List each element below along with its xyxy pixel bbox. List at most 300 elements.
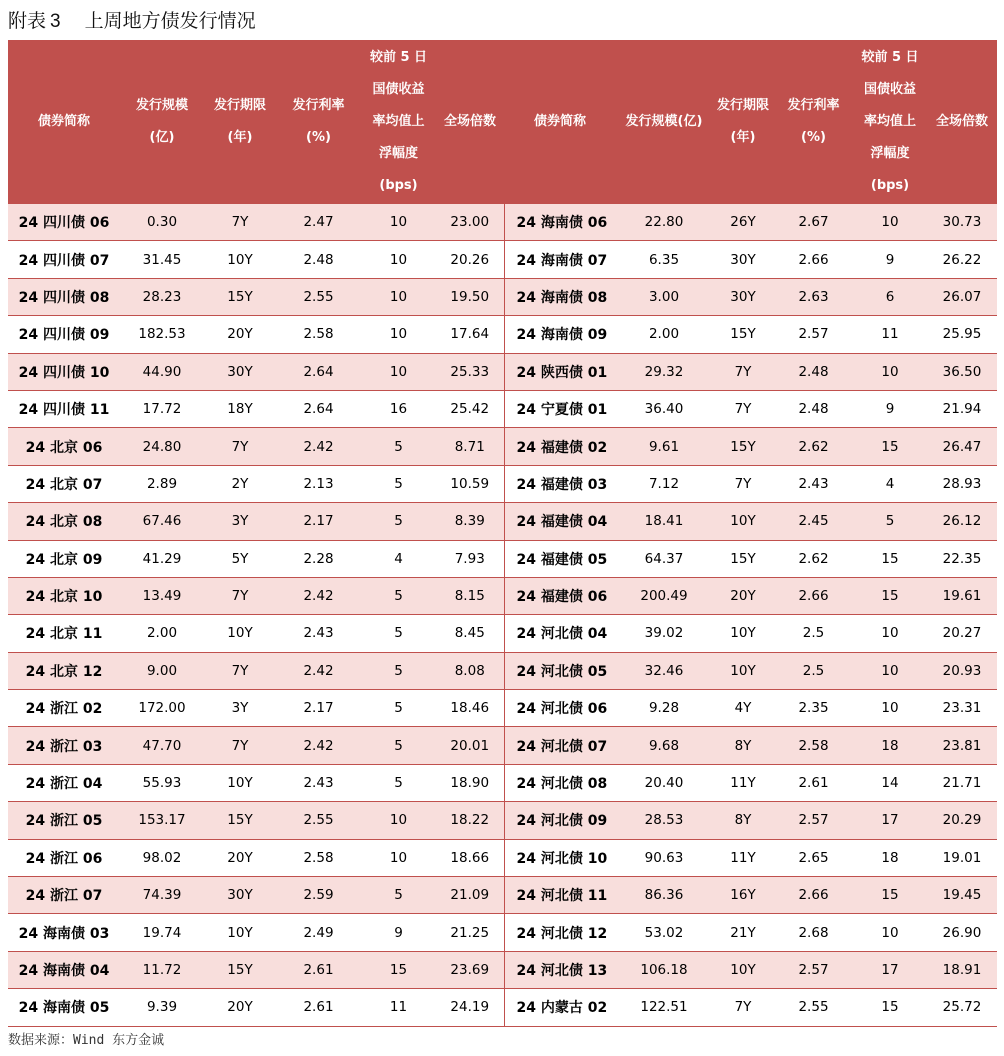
spread-bps-cell: 17 (853, 802, 927, 839)
spread-bps-cell: 15 (853, 428, 927, 465)
bond-name-cell: 24 福建债 03 (504, 465, 616, 502)
bond-name-cell: 24 河北债 12 (504, 914, 616, 951)
bid-cover-cell: 18.91 (927, 951, 997, 988)
coupon-rate-cell: 2.61 (774, 764, 853, 801)
bid-cover-cell: 21.71 (927, 764, 997, 801)
title-text: 上周地方债发行情况 (84, 10, 256, 32)
bond-name-cell: 24 四川债 11 (8, 390, 120, 427)
column-header (774, 40, 853, 204)
column-header-line: 发行期限 (213, 98, 266, 113)
table-body (8, 204, 997, 1026)
term-cell: 10Y (204, 764, 276, 801)
spread-bps-cell: 10 (361, 241, 436, 278)
term-cell: 7Y (204, 428, 276, 465)
bond-name-cell: 24 海南债 04 (8, 951, 120, 988)
coupon-rate-cell: 2.63 (774, 278, 853, 315)
coupon-rate-cell: 2.45 (774, 503, 853, 540)
column-header-line: 全场倍数 (935, 114, 988, 129)
coupon-rate-cell: 2.66 (774, 577, 853, 614)
table-row (8, 316, 997, 353)
spread-bps-cell: 4 (361, 540, 436, 577)
bid-cover-cell: 22.35 (927, 540, 997, 577)
bid-cover-cell: 25.95 (927, 316, 997, 353)
issue-size-cell: 31.45 (120, 241, 204, 278)
column-header (276, 40, 361, 204)
bid-cover-cell: 26.12 (927, 503, 997, 540)
issue-size-cell: 3.00 (616, 278, 712, 315)
bond-name-cell: 24 福建债 02 (504, 428, 616, 465)
bid-cover-cell: 19.50 (436, 278, 504, 315)
spread-bps-cell: 10 (361, 802, 436, 839)
issue-size-cell: 153.17 (120, 802, 204, 839)
spread-bps-cell: 10 (853, 914, 927, 951)
column-header-line: 浮幅度 (378, 146, 418, 161)
coupon-rate-cell: 2.43 (276, 615, 361, 652)
table-row (8, 877, 997, 914)
column-header-line: 债券简称 (37, 114, 90, 129)
bid-cover-cell: 21.94 (927, 390, 997, 427)
table-row (8, 241, 997, 278)
issue-size-cell: 67.46 (120, 503, 204, 540)
bond-name-cell: 24 河北债 10 (504, 839, 616, 876)
issue-size-cell: 106.18 (616, 951, 712, 988)
bid-cover-cell: 23.69 (436, 951, 504, 988)
bond-name-cell: 24 河北债 06 (504, 690, 616, 727)
column-header (361, 40, 436, 204)
spread-bps-cell: 5 (361, 577, 436, 614)
column-header (504, 40, 616, 204)
column-header-line: (%) (306, 130, 331, 145)
spread-bps-cell: 5 (361, 465, 436, 502)
bond-name-cell: 24 北京 06 (8, 428, 120, 465)
column-header-line: 债券简称 (533, 114, 586, 129)
bond-name-cell: 24 浙江 02 (8, 690, 120, 727)
spread-bps-cell: 9 (853, 390, 927, 427)
spread-bps-cell: 15 (853, 540, 927, 577)
bid-cover-cell: 18.66 (436, 839, 504, 876)
issue-size-cell: 7.12 (616, 465, 712, 502)
issue-size-cell: 11.72 (120, 951, 204, 988)
spread-bps-cell: 15 (853, 877, 927, 914)
issue-size-cell: 24.80 (120, 428, 204, 465)
term-cell: 7Y (204, 577, 276, 614)
issue-size-cell: 172.00 (120, 690, 204, 727)
issue-size-cell: 36.40 (616, 390, 712, 427)
column-header (436, 40, 504, 204)
issue-size-cell: 9.00 (120, 652, 204, 689)
bond-name-cell: 24 四川债 06 (8, 204, 120, 241)
issue-size-cell: 2.89 (120, 465, 204, 502)
column-header-line: 发行期限 (716, 98, 769, 113)
coupon-rate-cell: 2.61 (276, 951, 361, 988)
coupon-rate-cell: 2.68 (774, 914, 853, 951)
header-row (8, 40, 997, 204)
coupon-rate-cell: 2.17 (276, 503, 361, 540)
issue-size-cell: 9.39 (120, 989, 204, 1026)
term-cell: 3Y (204, 503, 276, 540)
column-header (927, 40, 997, 204)
coupon-rate-cell: 2.13 (276, 465, 361, 502)
bid-cover-cell: 19.61 (927, 577, 997, 614)
coupon-rate-cell: 2.48 (276, 241, 361, 278)
coupon-rate-cell: 2.57 (774, 316, 853, 353)
term-cell: 30Y (712, 241, 774, 278)
bond-name-cell: 24 福建债 06 (504, 577, 616, 614)
bond-name-cell: 24 浙江 07 (8, 877, 120, 914)
table-row (8, 503, 997, 540)
coupon-rate-cell: 2.66 (774, 877, 853, 914)
issue-size-cell: 17.72 (120, 390, 204, 427)
bond-name-cell: 24 河北债 08 (504, 764, 616, 801)
bond-name-cell: 24 四川债 07 (8, 241, 120, 278)
bid-cover-cell: 19.45 (927, 877, 997, 914)
term-cell: 11Y (712, 764, 774, 801)
coupon-rate-cell: 2.64 (276, 390, 361, 427)
table-row (8, 353, 997, 390)
coupon-rate-cell: 2.58 (276, 316, 361, 353)
bid-cover-cell: 28.93 (927, 465, 997, 502)
term-cell: 11Y (712, 839, 774, 876)
coupon-rate-cell: 2.55 (276, 278, 361, 315)
bond-name-cell: 24 海南债 03 (8, 914, 120, 951)
spread-bps-cell: 5 (361, 615, 436, 652)
term-cell: 7Y (204, 652, 276, 689)
issue-size-cell: 9.68 (616, 727, 712, 764)
column-header-line: 较前 5 日 (861, 50, 919, 65)
column-header (616, 40, 712, 204)
bond-name-cell: 24 福建债 05 (504, 540, 616, 577)
spread-bps-cell: 5 (361, 652, 436, 689)
issue-size-cell: 74.39 (120, 877, 204, 914)
table-row (8, 615, 997, 652)
issue-size-cell: 200.49 (616, 577, 712, 614)
issue-size-cell: 64.37 (616, 540, 712, 577)
bid-cover-cell: 26.07 (927, 278, 997, 315)
coupon-rate-cell: 2.42 (276, 727, 361, 764)
term-cell: 10Y (712, 615, 774, 652)
term-cell: 21Y (712, 914, 774, 951)
issue-size-cell: 2.00 (120, 615, 204, 652)
coupon-rate-cell: 2.65 (774, 839, 853, 876)
bid-cover-cell: 20.26 (436, 241, 504, 278)
term-cell: 10Y (712, 951, 774, 988)
issue-size-cell: 55.93 (120, 764, 204, 801)
issue-size-cell: 22.80 (616, 204, 712, 241)
bid-cover-cell: 10.59 (436, 465, 504, 502)
bid-cover-cell: 30.73 (927, 204, 997, 241)
spread-bps-cell: 5 (361, 764, 436, 801)
column-header (8, 40, 120, 204)
bond-name-cell: 24 河北债 13 (504, 951, 616, 988)
spread-bps-cell: 10 (853, 690, 927, 727)
bond-name-cell: 24 陕西债 01 (504, 353, 616, 390)
term-cell: 7Y (712, 390, 774, 427)
title-prefix: 附表 (8, 10, 47, 32)
column-header-line: 发行利率 (787, 98, 840, 113)
coupon-rate-cell: 2.58 (276, 839, 361, 876)
term-cell: 15Y (204, 951, 276, 988)
data-source-note: 数据来源：Wind 东方金诚 (8, 1033, 165, 1048)
coupon-rate-cell: 2.62 (774, 428, 853, 465)
term-cell: 15Y (204, 278, 276, 315)
column-header-line: (年) (227, 130, 253, 145)
bid-cover-cell: 36.50 (927, 353, 997, 390)
coupon-rate-cell: 2.48 (774, 390, 853, 427)
bid-cover-cell: 20.29 (927, 802, 997, 839)
term-cell: 10Y (204, 914, 276, 951)
bid-cover-cell: 20.27 (927, 615, 997, 652)
bond-name-cell: 24 北京 09 (8, 540, 120, 577)
column-header (204, 40, 276, 204)
spread-bps-cell: 5 (361, 727, 436, 764)
spread-bps-cell: 17 (853, 951, 927, 988)
bond-name-cell: 24 浙江 05 (8, 802, 120, 839)
column-header-line: 发行利率 (292, 98, 345, 113)
coupon-rate-cell: 2.57 (774, 802, 853, 839)
column-header-line: 国债收益 (863, 82, 916, 97)
coupon-rate-cell: 2.58 (774, 727, 853, 764)
column-header-line: 浮幅度 (870, 146, 910, 161)
column-header-line: 发行规模 (135, 98, 188, 113)
spread-bps-cell: 5 (361, 690, 436, 727)
term-cell: 15Y (712, 428, 774, 465)
table-row (8, 540, 997, 577)
column-header-line: 率均值上 (372, 114, 425, 129)
coupon-rate-cell: 2.17 (276, 690, 361, 727)
table-row (8, 390, 997, 427)
term-cell: 7Y (204, 727, 276, 764)
issue-size-cell: 9.28 (616, 690, 712, 727)
term-cell: 15Y (712, 540, 774, 577)
table-row (8, 914, 997, 951)
term-cell: 20Y (204, 839, 276, 876)
spread-bps-cell: 10 (361, 278, 436, 315)
bond-name-cell: 24 海南债 09 (504, 316, 616, 353)
bond-name-cell: 24 四川债 10 (8, 353, 120, 390)
title-number: 3 (50, 11, 61, 32)
column-header (853, 40, 927, 204)
term-cell: 18Y (204, 390, 276, 427)
bond-name-cell: 24 河北债 05 (504, 652, 616, 689)
term-cell: 30Y (712, 278, 774, 315)
table-row (8, 802, 997, 839)
issue-size-cell: 98.02 (120, 839, 204, 876)
issue-size-cell: 9.61 (616, 428, 712, 465)
bond-name-cell: 24 北京 11 (8, 615, 120, 652)
bid-cover-cell: 18.90 (436, 764, 504, 801)
column-header-line: 发行规模(亿) (625, 114, 703, 129)
table-row (8, 690, 997, 727)
coupon-rate-cell: 2.43 (276, 764, 361, 801)
table-row (8, 989, 997, 1026)
spread-bps-cell: 15 (853, 577, 927, 614)
coupon-rate-cell: 2.55 (774, 989, 853, 1026)
coupon-rate-cell: 2.42 (276, 428, 361, 465)
issue-size-cell: 182.53 (120, 316, 204, 353)
table-title (8, 6, 256, 36)
coupon-rate-cell: 2.64 (276, 353, 361, 390)
term-cell: 30Y (204, 877, 276, 914)
bid-cover-cell: 8.39 (436, 503, 504, 540)
spread-bps-cell: 5 (361, 428, 436, 465)
bid-cover-cell: 8.45 (436, 615, 504, 652)
bond-name-cell: 24 海南债 06 (504, 204, 616, 241)
spread-bps-cell: 14 (853, 764, 927, 801)
bid-cover-cell: 20.01 (436, 727, 504, 764)
table-row (8, 839, 997, 876)
coupon-rate-cell: 2.48 (774, 353, 853, 390)
spread-bps-cell: 10 (361, 839, 436, 876)
table-row (8, 465, 997, 502)
bid-cover-cell: 25.33 (436, 353, 504, 390)
table-row (8, 951, 997, 988)
bid-cover-cell: 25.42 (436, 390, 504, 427)
bond-issuance-table (8, 40, 997, 1027)
issue-size-cell: 28.23 (120, 278, 204, 315)
table-row (8, 764, 997, 801)
coupon-rate-cell: 2.57 (774, 951, 853, 988)
spread-bps-cell: 18 (853, 727, 927, 764)
bond-name-cell: 24 浙江 03 (8, 727, 120, 764)
bond-name-cell: 24 福建债 04 (504, 503, 616, 540)
bond-name-cell: 24 河北债 09 (504, 802, 616, 839)
column-header-line: (bps) (379, 178, 418, 193)
bond-name-cell: 24 北京 07 (8, 465, 120, 502)
spread-bps-cell: 9 (361, 914, 436, 951)
issue-size-cell: 28.53 (616, 802, 712, 839)
table-header (8, 40, 997, 204)
issue-size-cell: 18.41 (616, 503, 712, 540)
term-cell: 30Y (204, 353, 276, 390)
column-header (712, 40, 774, 204)
term-cell: 5Y (204, 540, 276, 577)
bond-name-cell: 24 内蒙古 02 (504, 989, 616, 1026)
bid-cover-cell: 20.93 (927, 652, 997, 689)
term-cell: 3Y (204, 690, 276, 727)
bid-cover-cell: 26.22 (927, 241, 997, 278)
bond-name-cell: 24 海南债 05 (8, 989, 120, 1026)
bid-cover-cell: 23.31 (927, 690, 997, 727)
term-cell: 20Y (204, 989, 276, 1026)
issue-size-cell: 44.90 (120, 353, 204, 390)
table-row (8, 204, 997, 241)
term-cell: 7Y (712, 465, 774, 502)
bond-name-cell: 24 海南债 07 (504, 241, 616, 278)
column-header-line: (bps) (870, 178, 910, 193)
bid-cover-cell: 18.46 (436, 690, 504, 727)
bid-cover-cell: 8.15 (436, 577, 504, 614)
bond-name-cell: 24 河北债 07 (504, 727, 616, 764)
bid-cover-cell: 19.01 (927, 839, 997, 876)
bond-name-cell: 24 北京 12 (8, 652, 120, 689)
issue-size-cell: 32.46 (616, 652, 712, 689)
table-row (8, 278, 997, 315)
coupon-rate-cell: 2.42 (276, 652, 361, 689)
issue-size-cell: 20.40 (616, 764, 712, 801)
table-row (8, 428, 997, 465)
term-cell: 10Y (712, 503, 774, 540)
bond-name-cell: 24 四川债 09 (8, 316, 120, 353)
term-cell: 4Y (712, 690, 774, 727)
issue-size-cell: 90.63 (616, 839, 712, 876)
coupon-rate-cell: 2.43 (774, 465, 853, 502)
column-header-line: (亿) (149, 130, 175, 145)
bond-name-cell: 24 海南债 08 (504, 278, 616, 315)
column-header-line: 较前 5 日 (369, 50, 428, 65)
bond-name-cell: 24 浙江 06 (8, 839, 120, 876)
table-row (8, 727, 997, 764)
bid-cover-cell: 21.25 (436, 914, 504, 951)
term-cell: 15Y (712, 316, 774, 353)
term-cell: 7Y (204, 204, 276, 241)
term-cell: 15Y (204, 802, 276, 839)
table-row (8, 652, 997, 689)
spread-bps-cell: 10 (853, 204, 927, 241)
bid-cover-cell: 23.81 (927, 727, 997, 764)
coupon-rate-cell: 2.49 (276, 914, 361, 951)
coupon-rate-cell: 2.5 (774, 652, 853, 689)
issue-size-cell: 39.02 (616, 615, 712, 652)
spread-bps-cell: 6 (853, 278, 927, 315)
bond-name-cell: 24 北京 08 (8, 503, 120, 540)
issue-size-cell: 29.32 (616, 353, 712, 390)
spread-bps-cell: 15 (853, 989, 927, 1026)
column-header-line: (%) (801, 130, 826, 145)
term-cell: 7Y (712, 353, 774, 390)
bid-cover-cell: 26.47 (927, 428, 997, 465)
spread-bps-cell: 9 (853, 241, 927, 278)
term-cell: 20Y (204, 316, 276, 353)
term-cell: 26Y (712, 204, 774, 241)
spread-bps-cell: 15 (361, 951, 436, 988)
bond-name-cell: 24 河北债 11 (504, 877, 616, 914)
term-cell: 7Y (712, 989, 774, 1026)
table-row (8, 577, 997, 614)
bid-cover-cell: 23.00 (436, 204, 504, 241)
coupon-rate-cell: 2.55 (276, 802, 361, 839)
coupon-rate-cell: 2.47 (276, 204, 361, 241)
term-cell: 10Y (712, 652, 774, 689)
bid-cover-cell: 21.09 (436, 877, 504, 914)
bid-cover-cell: 26.90 (927, 914, 997, 951)
spread-bps-cell: 10 (853, 615, 927, 652)
spread-bps-cell: 5 (361, 877, 436, 914)
issue-size-cell: 122.51 (616, 989, 712, 1026)
term-cell: 8Y (712, 727, 774, 764)
issue-size-cell: 47.70 (120, 727, 204, 764)
coupon-rate-cell: 2.28 (276, 540, 361, 577)
coupon-rate-cell: 2.35 (774, 690, 853, 727)
bid-cover-cell: 25.72 (927, 989, 997, 1026)
bid-cover-cell: 17.64 (436, 316, 504, 353)
term-cell: 8Y (712, 802, 774, 839)
coupon-rate-cell: 2.67 (774, 204, 853, 241)
spread-bps-cell: 10 (361, 204, 436, 241)
term-cell: 20Y (712, 577, 774, 614)
spread-bps-cell: 10 (361, 353, 436, 390)
term-cell: 2Y (204, 465, 276, 502)
coupon-rate-cell: 2.62 (774, 540, 853, 577)
bond-name-cell: 24 四川债 08 (8, 278, 120, 315)
bond-name-cell: 24 浙江 04 (8, 764, 120, 801)
term-cell: 10Y (204, 615, 276, 652)
bond-name-cell: 24 北京 10 (8, 577, 120, 614)
issue-size-cell: 86.36 (616, 877, 712, 914)
bid-cover-cell: 7.93 (436, 540, 504, 577)
issue-size-cell: 41.29 (120, 540, 204, 577)
column-header-line: (年) (730, 130, 756, 145)
bid-cover-cell: 8.71 (436, 428, 504, 465)
